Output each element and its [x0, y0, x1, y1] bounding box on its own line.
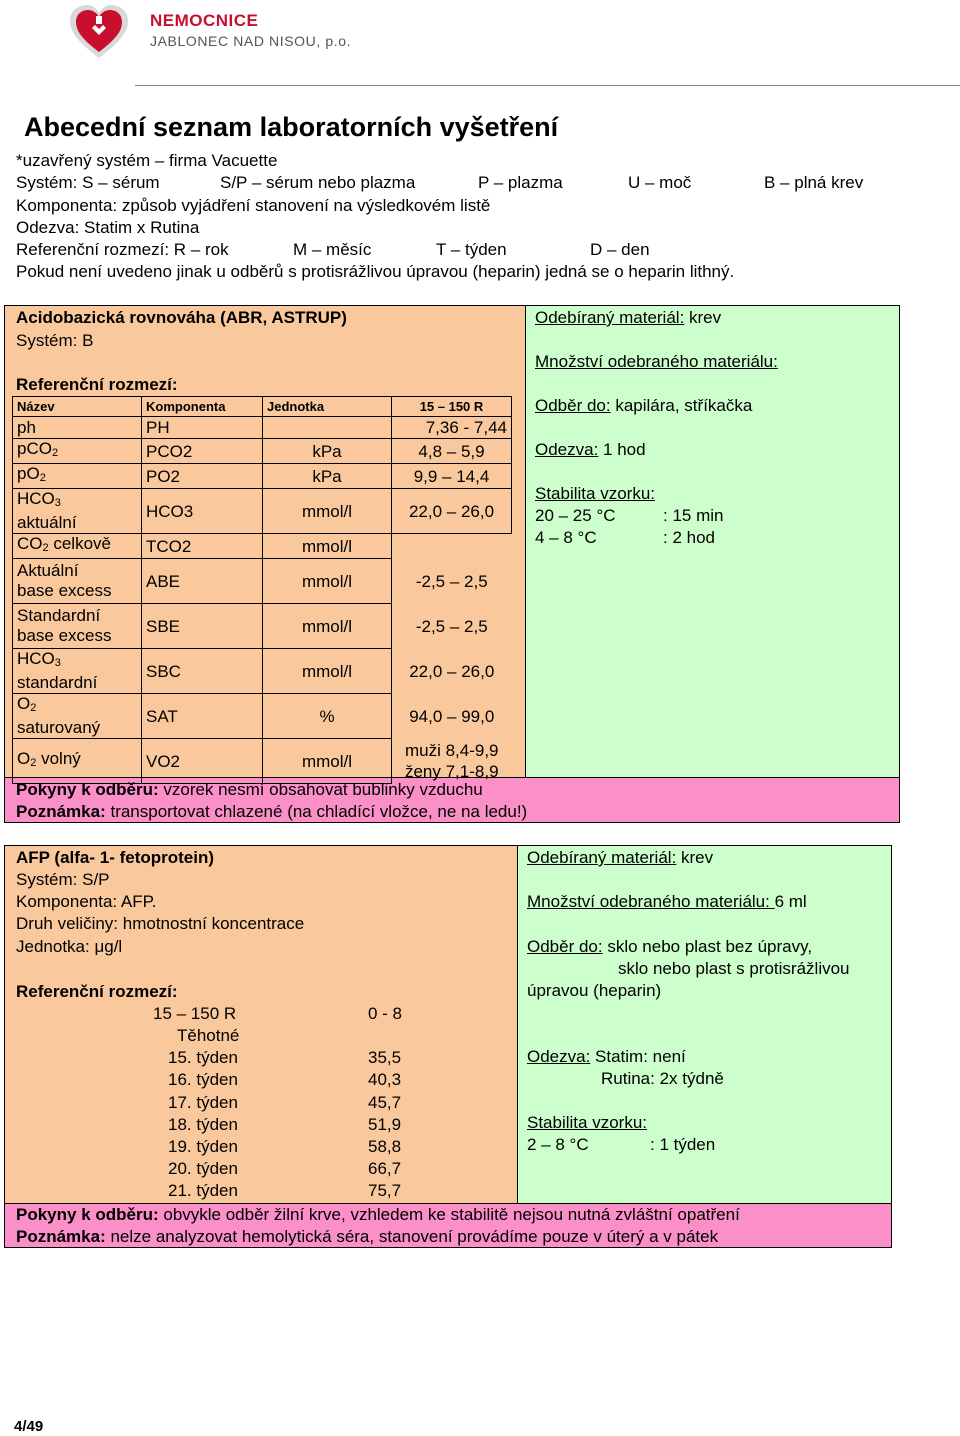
afp-stab-time: : 1 týden	[650, 1135, 716, 1154]
table-row	[13, 604, 512, 649]
row-name: pCO$_2$	[13, 439, 142, 464]
brand-name: NEMOCNICE	[150, 11, 259, 30]
abr-material: Odebíraný materiál: krev	[535, 308, 722, 327]
row-unit: %	[263, 694, 392, 739]
afp-quantity: Druh veličiny: hmotnostní koncentrace	[16, 914, 305, 933]
header-range: 15 – 150 R	[392, 397, 512, 417]
intro-line-1: *uzavřený systém – firma Vacuette	[16, 151, 278, 170]
afp-component: Komponenta: AFP.	[16, 892, 157, 911]
row-name: $pO_2$	[13, 464, 142, 489]
header-component: Komponenta	[142, 397, 263, 417]
row-component: PCO2	[142, 439, 263, 464]
row-range: 22,0 – 26,0	[409, 661, 495, 681]
table-header-row	[13, 397, 512, 417]
abr-title: Acidobazická rovnováha (ABR, ASTRUP)	[16, 308, 347, 327]
row-range	[392, 534, 512, 559]
system-sp: S/P – sérum nebo plazma	[220, 173, 416, 192]
intro-line-6: Pokud není uvedeno jinak u odběrů s protisrážlivou úpravou (heparin) jedná se o heparin lithný.	[16, 262, 735, 281]
table-row	[13, 559, 512, 604]
afp-instructions: Pokyny k odběru: obvykle odběr žilní krve, vzhledem ke stabilitě nejsou nutná zvláštní opatření	[16, 1205, 740, 1224]
abr-table	[12, 396, 512, 784]
row-name: Standardní base excess	[13, 604, 142, 649]
ref-d: D – den	[590, 240, 650, 259]
row-unit	[263, 417, 392, 439]
table-row	[13, 489, 512, 534]
row-range: 4,8 – 5,9	[392, 439, 512, 464]
afp-ref-label: Referenční rozmezí:	[16, 982, 178, 1001]
afp-stab-cond: 2 – 8 °C	[527, 1135, 589, 1154]
row-range: 9,9 – 14,4	[392, 464, 512, 489]
row-name: $O_2$ volný	[13, 739, 142, 784]
abr-stability-label: Stabilita vzorku:	[535, 484, 655, 503]
afp-amount: Množství odebraného materiálu: 6 ml	[527, 892, 807, 911]
afp-response: Odezva: Statim: není	[527, 1047, 686, 1066]
row-component: HCO3	[142, 489, 263, 534]
abr-note: Poznámka: transportovat chlazené (na chladící vložce, ne na ledu!)	[16, 802, 528, 821]
ref-row-label: 15. týden	[168, 1048, 238, 1067]
ref-t: T – týden	[436, 240, 507, 259]
row-name: $HCO_3$ aktuální	[13, 489, 142, 534]
afp-collection-2: sklo nebo plast s protisrážlivou	[618, 959, 850, 978]
row-name: $O_2$ saturovaný	[13, 694, 142, 739]
ref-row-value: 0 - 8	[368, 1004, 403, 1023]
row-component: PO2	[142, 464, 263, 489]
row-name: $HCO_3$ standardní	[13, 649, 142, 694]
table-row	[13, 464, 512, 489]
abr-collection: Odběr do: kapilára, stříkačka	[535, 396, 753, 415]
system-b: B – plná krev	[764, 173, 864, 192]
abr-stab2-time: : 2 hod	[663, 528, 715, 547]
row-component: SAT	[142, 694, 263, 739]
ref-row-label: 16. týden	[168, 1070, 238, 1089]
row-range: -2,5 – 2,5	[415, 571, 488, 591]
abr-stab2-cond: 4 – 8 °C	[535, 528, 597, 547]
row-range: 22,0 – 26,0	[392, 489, 512, 534]
ref-row-label: 20. týden	[168, 1159, 238, 1178]
afp-title: AFP (alfa- 1- fetoprotein)	[16, 848, 215, 867]
table-row	[13, 439, 512, 464]
header-name: Název	[13, 397, 142, 417]
intro-ref-line	[16, 240, 716, 262]
page-number: 4/49	[14, 1418, 44, 1435]
afp-system: Systém: S/P	[16, 870, 110, 889]
ref-m: M – měsíc	[293, 240, 372, 259]
table-row	[13, 534, 512, 559]
abr-stab1-time: : 15 min	[663, 506, 724, 525]
row-name: ph	[13, 417, 142, 439]
header-divider	[135, 85, 960, 86]
table-row	[13, 739, 512, 784]
abr-instructions: Pokyny k odběru: vzorek nesmí obsahovat bublinky vzduchu	[16, 780, 483, 799]
abr-ref-label: Referenční rozmezí:	[16, 375, 178, 394]
ref-row-value: 66,7	[368, 1159, 402, 1178]
ref-row-value: 58,8	[368, 1137, 402, 1156]
ref-row-value: 75,7	[368, 1181, 402, 1200]
row-component: TCO2	[142, 534, 263, 559]
afp-response-2: Rutina: 2x týdně	[601, 1069, 724, 1088]
row-component: VO2	[142, 739, 263, 784]
system-u: U – moč	[628, 173, 692, 192]
afp-material: Odebíraný materiál: krev	[527, 848, 714, 867]
row-range: muži 8,4-9,9 ženy 7,1-8,9	[404, 741, 499, 781]
ref-row-value: 51,9	[368, 1115, 402, 1134]
row-component: PH	[142, 417, 263, 439]
ref-row-value: 35,5	[368, 1048, 402, 1067]
ref-row-label: 15 – 150 R	[153, 1004, 237, 1023]
system-p: P – plazma	[478, 173, 563, 192]
afp-note: Poznámka: nelze analyzovat hemolytická séra, stanovení provádíme pouze v úterý a v pátek	[16, 1227, 719, 1246]
ref-row-label: 17. týden	[168, 1093, 238, 1112]
row-range: 7,36 - 7,44	[392, 417, 512, 439]
row-unit: mmol/l	[263, 604, 392, 649]
row-range: -2,5 – 2,5	[415, 616, 488, 636]
row-range: 94,0 – 99,0	[409, 706, 495, 726]
brand-location: JABLONEC NAD NISOU, p.o.	[150, 33, 352, 49]
table-row	[13, 694, 512, 739]
row-unit: mmol/l	[263, 559, 392, 604]
ref-row-label: 21. týden	[168, 1181, 238, 1200]
intro-line-4: Odezva: Statim x Rutina	[16, 218, 200, 237]
row-unit: mmol/l	[263, 739, 392, 784]
row-unit: mmol/l	[263, 649, 392, 694]
row-unit: kPa	[263, 464, 392, 489]
row-unit: mmol/l	[263, 534, 392, 559]
intro-line-3: Komponenta: způsob vyjádření stanovení na výsledkovém listě	[16, 196, 491, 215]
row-component: ABE	[142, 559, 263, 604]
ref-r: Referenční rozmezí: R – rok	[16, 240, 229, 259]
system-s: Systém: S – sérum	[16, 173, 160, 192]
abr-system: Systém: B	[16, 331, 94, 350]
row-component: SBC	[142, 649, 263, 694]
intro-system-line	[16, 173, 916, 195]
heart-logo-icon	[66, 2, 132, 62]
abr-response: Odezva: 1 hod	[535, 440, 646, 459]
page-title: Abecední seznam laboratorních vyšetření	[24, 112, 559, 142]
afp-collection-3: úpravou (heparin)	[527, 981, 662, 1000]
row-name: Aktuální base excess	[13, 559, 142, 604]
row-component: SBE	[142, 604, 263, 649]
row-unit: mmol/l	[263, 489, 392, 534]
ref-row-label: 18. týden	[168, 1115, 238, 1134]
table-row	[13, 417, 512, 439]
ref-row-label: 19. týden	[168, 1137, 238, 1156]
abr-stab1-cond: 20 – 25 °C	[535, 506, 616, 525]
ref-row-label: Těhotné	[177, 1026, 240, 1045]
header-unit: Jednotka	[263, 397, 392, 417]
ref-row-value: 40,3	[368, 1070, 402, 1089]
table-row	[13, 649, 512, 694]
abr-amount: Množství odebraného materiálu:	[535, 352, 778, 371]
afp-stability-label: Stabilita vzorku:	[527, 1113, 647, 1132]
afp-collection: Odběr do: sklo nebo plast bez úpravy,	[527, 937, 813, 956]
row-unit: kPa	[263, 439, 392, 464]
ref-row-value: 45,7	[368, 1093, 402, 1112]
afp-unit: Jednotka: μg/l	[16, 937, 123, 956]
row-name: $CO_2$ celkově	[13, 534, 142, 559]
